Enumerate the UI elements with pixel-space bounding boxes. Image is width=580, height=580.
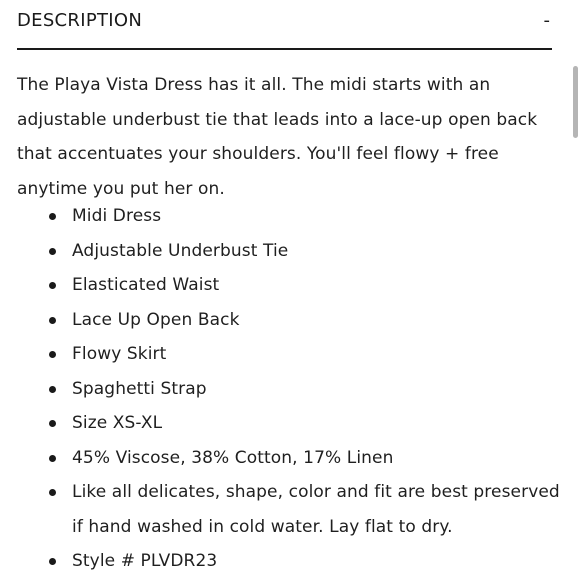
features-list <box>0 199 560 579</box>
list-item <box>0 475 560 544</box>
bullet-icon <box>49 489 56 496</box>
product-description: The Playa Vista Dress has it all. The midi starts with an adjustable underbust tie that leads into a lace-up open back that accentuates your shoulders. You'll feel flowy + free anytime you put her on. <box>17 75 538 199</box>
scrollbar[interactable] <box>572 0 580 580</box>
feature-text: 45% Viscose, 38% Cotton, 17% Linen <box>72 447 394 468</box>
list-item <box>0 372 560 407</box>
feature-text: Adjustable Underbust Tie <box>72 240 289 261</box>
feature-text: Spaghetti Strap <box>72 378 207 399</box>
feature-text: Lace Up Open Back <box>72 309 240 330</box>
feature-text: Size XS-XL <box>72 413 163 433</box>
bullet-icon <box>49 351 56 358</box>
list-item <box>0 337 560 372</box>
list-item <box>0 406 560 441</box>
bullet-icon <box>49 248 56 255</box>
description-accordion-header[interactable] <box>17 0 552 50</box>
list-item <box>0 234 560 269</box>
bullet-icon <box>49 558 56 565</box>
feature-text: Midi Dress <box>72 206 162 226</box>
accordion-title: DESCRIPTION <box>17 10 143 31</box>
bullet-icon <box>49 317 56 324</box>
list-item <box>0 199 560 234</box>
list-item <box>0 544 560 579</box>
bullet-icon <box>49 282 56 289</box>
list-item <box>0 303 560 338</box>
feature-text: Flowy Skirt <box>72 344 167 364</box>
bullet-icon <box>49 386 56 393</box>
list-item <box>0 441 560 476</box>
feature-text: Elasticated Waist <box>72 275 220 295</box>
bullet-icon <box>49 213 56 220</box>
feature-text: Like all delicates, shape, color and fit are best preserved if hand washed in cold water. Lay flat to dry. <box>72 482 560 537</box>
collapse-minus-icon[interactable]: - <box>543 10 550 31</box>
bullet-icon <box>49 420 56 427</box>
list-item <box>0 268 560 303</box>
scrollbar-thumb[interactable] <box>573 66 578 138</box>
feature-text: Style # PLVDR23 <box>72 551 218 571</box>
bullet-icon <box>49 455 56 462</box>
